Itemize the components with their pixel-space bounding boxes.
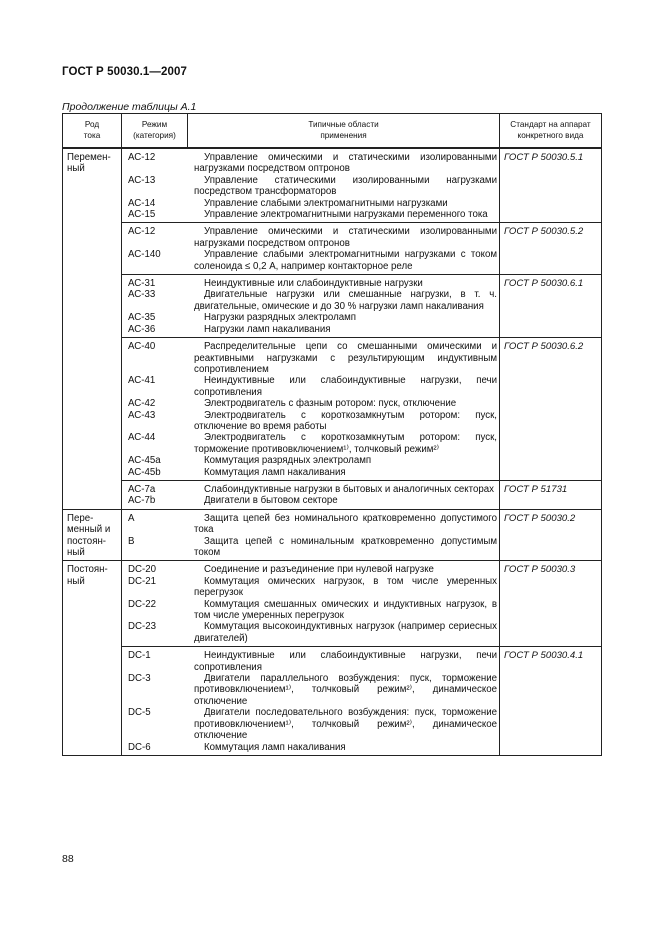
category-entry [128, 495, 497, 506]
table-row [63, 647, 602, 756]
standard-reference: ГОСТ Р 50030.5.1 [500, 148, 602, 223]
category-application-text: Двигатели в бытовом секторе [204, 495, 338, 507]
category-application-text: Коммутация ламп накаливания [204, 741, 346, 753]
category-code: DC-23 [128, 621, 156, 633]
category-code: АС-12 [128, 226, 156, 238]
category-entry [128, 324, 497, 335]
category-application-text: Неиндуктивные или слабоиндуктивные нагрузки, печи сопротивления [194, 375, 497, 398]
category-application-text: Коммутация смешанных омических и индуктивных нагрузок, в том числе умеренных перегрузок [194, 598, 497, 622]
category-block [122, 338, 500, 481]
category-application-text: Слабоиндуктивные нагрузки в бытовых и аналогичных секторах [204, 483, 494, 495]
category-application-text: Управление электромагнитными нагрузками переменного тока [204, 209, 488, 221]
category-entry [128, 576, 497, 599]
category-application-text: Коммутация высокоиндуктивных нагрузок (например сериесных двигателей) [194, 621, 497, 644]
table-continuation-caption: Продолжение таблицы А.1 [62, 101, 197, 113]
category-code: DC-1 [128, 650, 151, 662]
category-application-text: Электродвигатель с короткозамкнутым ротором: пуск, отключение во время работы [194, 409, 497, 432]
category-application-text: Защита цепей с номинальным кратковременно допустимым током [194, 535, 497, 558]
category-block [122, 148, 500, 223]
category-entry [128, 312, 497, 323]
table-row [63, 223, 602, 275]
category-code: АС-44 [128, 432, 156, 444]
category-entry [128, 278, 497, 289]
category-entry [128, 673, 497, 707]
category-entry [128, 742, 497, 753]
current-kind-line: ный [67, 163, 85, 175]
category-entry [128, 536, 497, 559]
category-entry [128, 564, 497, 575]
category-entry [128, 175, 497, 198]
category-application-text: Управление слабыми электромагнитными нагрузками [204, 197, 448, 209]
table-row [63, 561, 602, 647]
document-header: ГОСТ Р 50030.1—2007 [62, 66, 187, 78]
category-code: АС-31 [128, 278, 156, 290]
category-code: АС-40 [128, 341, 156, 353]
category-entry [128, 375, 497, 398]
category-entry [128, 289, 497, 312]
category-application-text: Распределительные цепи со смешанными омическими и реактивными нагрузками с результирующим индуктивным сопротивлением [194, 341, 497, 375]
table-row [63, 338, 602, 481]
category-code: DC-20 [128, 564, 156, 576]
category-entry [128, 599, 497, 622]
category-code: АС-41 [128, 375, 156, 387]
category-code: АС-14 [128, 197, 156, 209]
current-kind-line: менный и [67, 524, 111, 536]
category-application-text: Неиндуктивные или слабоиндуктивные нагрузки, печи сопротивления [194, 650, 497, 673]
category-application-text: Коммутация ламп накаливания [204, 466, 346, 478]
category-entry [128, 467, 497, 478]
category-code: АС-45b [128, 466, 161, 478]
category-code: АС-45a [128, 455, 161, 467]
category-block [122, 275, 500, 338]
table-row [63, 148, 602, 223]
header-kind: Род тока [63, 114, 122, 149]
category-code: АС-36 [128, 323, 156, 335]
standard-reference: ГОСТ Р 50030.4.1 [500, 647, 602, 756]
current-kind-line: Постоян- [67, 564, 108, 576]
category-application-text: Неиндуктивные или слабоиндуктивные нагрузки [204, 278, 423, 290]
category-block [122, 561, 500, 647]
category-entry [128, 398, 497, 409]
standard-reference: ГОСТ Р 50030.6.1 [500, 275, 602, 338]
category-code: DC-6 [128, 741, 151, 753]
category-application-text: Двигатели параллельного возбуждения: пуск, торможение противовключением¹⁾, толчковый режим²⁾, динамическое отключение [194, 673, 497, 707]
header-standard: Стандарт на аппарат конкретного вида [500, 114, 602, 149]
category-application-text: Соединение и разъединение при нулевой нагрузке [204, 564, 434, 576]
page-number: 88 [62, 853, 74, 865]
categories-table [62, 113, 602, 756]
category-block [122, 509, 500, 561]
category-code: DC-21 [128, 575, 156, 587]
category-entry [128, 650, 497, 673]
category-entry [128, 341, 497, 375]
standard-reference: ГОСТ Р 50030.6.2 [500, 338, 602, 481]
category-code: DC-22 [128, 598, 156, 610]
table-row [63, 480, 602, 509]
category-entry [128, 198, 497, 209]
table-row [63, 275, 602, 338]
category-application-text: Управление омическими и статическими изолированными нагрузками посредством оптронов [194, 226, 497, 249]
category-application-text: Нагрузки разрядных электроламп [204, 312, 357, 324]
current-kind-cell [63, 561, 122, 756]
category-application-text: Коммутация разрядных электроламп [204, 455, 372, 467]
current-kind-cell [63, 509, 122, 561]
category-application-text: Двигательные нагрузки или смешанные нагрузки, в т. ч. двигательные, омические и до 30 % нагрузки ламп накаливания [194, 289, 497, 312]
category-code: А [128, 512, 135, 524]
category-code: АС-140 [128, 249, 161, 261]
category-entry [128, 513, 497, 536]
category-code: АС-35 [128, 312, 156, 324]
category-code: АС-7a [128, 483, 156, 495]
category-code: АС-15 [128, 209, 156, 221]
standard-reference: ГОСТ Р 50030.3 [500, 561, 602, 647]
category-block [122, 223, 500, 275]
current-kind-line: ный [67, 575, 85, 587]
current-kind-line: ный [67, 547, 85, 558]
category-entry [128, 209, 497, 220]
category-application-text: Электродвигатель с фазным ротором: пуск, отключение [204, 398, 457, 410]
category-block [122, 647, 500, 756]
standard-reference: ГОСТ Р 50030.5.2 [500, 223, 602, 275]
category-entry [128, 410, 497, 433]
table-row [63, 509, 602, 561]
header-category: Режим (категория) [122, 114, 188, 149]
current-kind-line: постоян- [67, 535, 107, 547]
category-application-text: Двигатели последовательного возбуждения: пуск, торможение противовключением¹⁾, толчковый режим²⁾, динамическое отключение [194, 707, 497, 742]
category-application-text: Управление статическими изолированными нагрузками посредством трансформаторов [194, 174, 497, 198]
table-body [63, 148, 602, 755]
category-application-text: Коммутация омических нагрузок, в том числе умеренных перегрузок [194, 575, 497, 599]
current-kind-cell [63, 148, 122, 509]
current-kind-line: Пере- [67, 512, 94, 524]
category-application-text: Управление омическими и статическими изолированными нагрузками посредством оптронов [194, 152, 497, 175]
category-code: АС-43 [128, 409, 156, 421]
header-applications: Типичные области применения [188, 114, 500, 149]
category-code: В [128, 535, 135, 547]
category-entry [128, 484, 497, 495]
category-code: АС-12 [128, 152, 156, 163]
category-code: DC-3 [128, 673, 151, 685]
category-application-text: Управление слабыми электромагнитными нагрузками с током соленоида ≤ 0,2 А, например контакторное реле [194, 249, 497, 272]
category-entry [128, 432, 497, 455]
category-code: DC-5 [128, 707, 151, 719]
table-header-row [63, 114, 602, 149]
category-entry [128, 226, 497, 249]
current-kind-line: Перемен- [67, 152, 111, 163]
category-entry [128, 621, 497, 644]
standard-reference: ГОСТ Р 51731 [500, 480, 602, 509]
category-application-text: Защита цепей без номинального кратковременно допустимого тока [194, 512, 497, 536]
category-application-text: Электродвигатель с короткозамкнутым ротором: пуск, торможение противовключением¹⁾, толчковый режим²⁾ [194, 432, 497, 455]
category-code: АС-7b [128, 495, 156, 507]
category-entry [128, 707, 497, 741]
standard-reference: ГОСТ Р 50030.2 [500, 509, 602, 561]
category-block [122, 480, 500, 509]
category-code: АС-42 [128, 398, 156, 410]
category-entry [128, 152, 497, 175]
category-code: АС-33 [128, 289, 156, 301]
category-code: АС-13 [128, 174, 156, 186]
category-entry [128, 249, 497, 272]
category-application-text: Нагрузки ламп накаливания [204, 323, 331, 335]
category-entry [128, 455, 497, 466]
